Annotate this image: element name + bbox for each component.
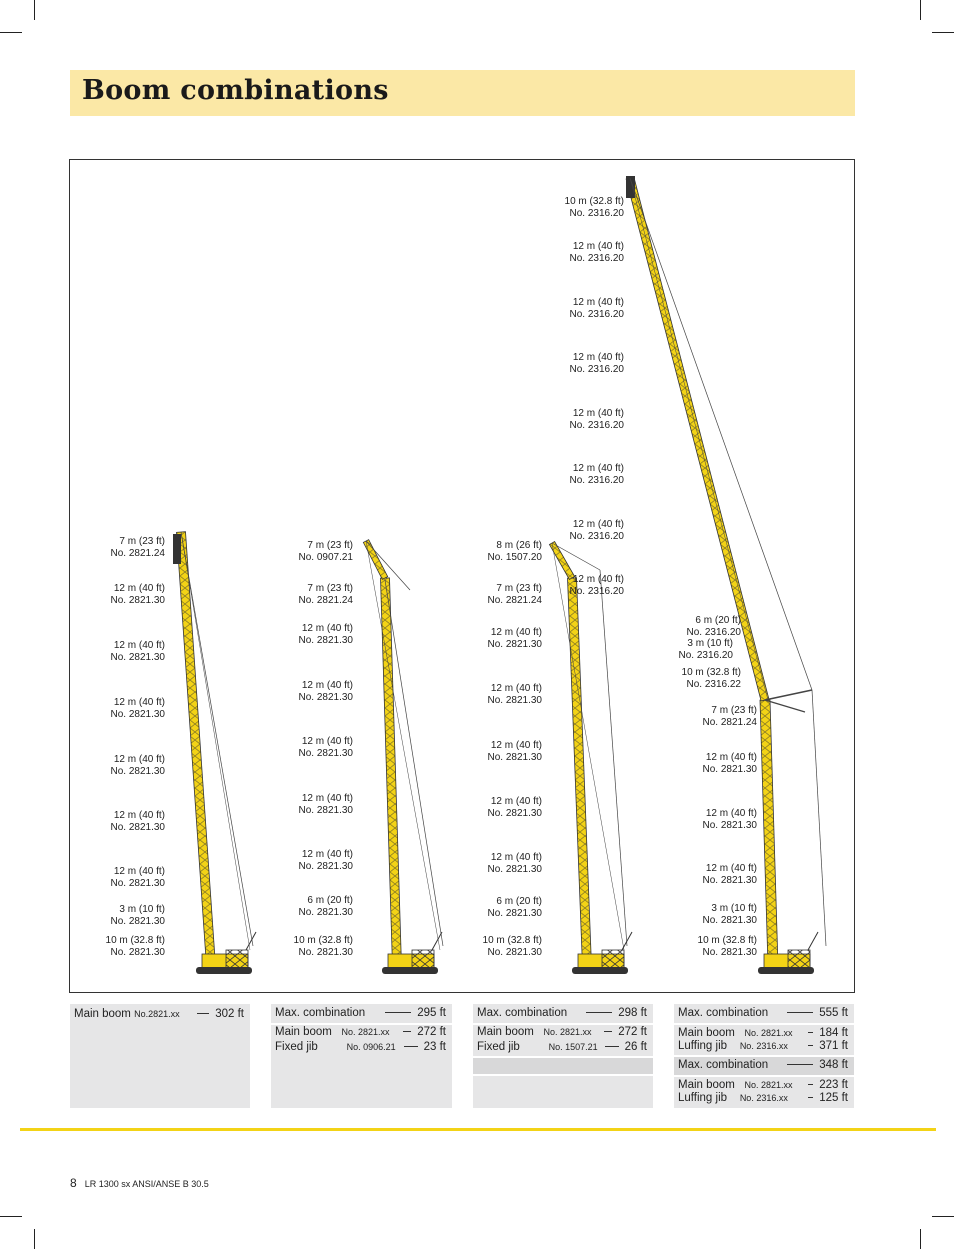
crane-2-main-boom-lattice xyxy=(381,578,402,966)
section-part-number: No. 2821.24 xyxy=(487,595,542,606)
section-part-number: No. 2821.30 xyxy=(110,652,165,663)
section-label xyxy=(488,796,543,820)
section-label xyxy=(570,519,625,543)
crane-2-base-crawler xyxy=(382,967,438,974)
section-length: 3 m (10 ft) xyxy=(711,903,757,914)
section-length: 12 m (40 ft) xyxy=(113,754,165,765)
spec-row xyxy=(477,1005,647,1021)
section-part-number: No. 2821.30 xyxy=(702,820,757,831)
section-label xyxy=(570,463,625,487)
crane-4-strut-a xyxy=(765,690,812,700)
crane-3-main-boom-lattice xyxy=(568,578,592,966)
section-length: 12 m (40 ft) xyxy=(490,683,542,694)
section-length: 6 m (20 ft) xyxy=(695,615,741,626)
section-label xyxy=(299,540,354,564)
spec-value: 125 ft xyxy=(819,1092,848,1104)
section-label xyxy=(483,935,542,959)
section-label xyxy=(679,638,734,662)
section-length: 12 m (40 ft) xyxy=(572,519,624,530)
section-length: 12 m (40 ft) xyxy=(490,627,542,638)
spec-label: Max. combination xyxy=(275,1007,366,1019)
section-label xyxy=(703,752,758,776)
spec-row xyxy=(678,1038,848,1054)
section-length: 12 m (40 ft) xyxy=(572,297,624,308)
section-label xyxy=(299,793,354,817)
spec-value: 184 ft xyxy=(819,1027,848,1039)
section-part-number: No. 2821.30 xyxy=(487,947,542,958)
section-part-number: No. 2821.30 xyxy=(487,695,542,706)
section-part-number: No. 1507.20 xyxy=(487,552,542,563)
section-label xyxy=(570,352,625,376)
page-number: 8 xyxy=(70,1176,77,1190)
section-length: 12 m (40 ft) xyxy=(301,736,353,747)
section-length: 10 m (32.8 ft) xyxy=(105,935,165,946)
section-length: 12 m (40 ft) xyxy=(705,752,757,763)
section-part-number: No. 2821.30 xyxy=(110,766,165,777)
section-length: 12 m (40 ft) xyxy=(705,808,757,819)
spec-label: Main boom xyxy=(477,1026,534,1038)
section-label xyxy=(570,297,625,321)
section-part-number: No. 2821.30 xyxy=(487,808,542,819)
spec-row xyxy=(678,1005,848,1021)
section-part-number: No. 2821.30 xyxy=(702,875,757,886)
section-part-number: No. 2821.24 xyxy=(702,717,757,728)
section-label xyxy=(488,852,543,876)
section-label xyxy=(111,640,166,664)
section-part-number: No. 2821.30 xyxy=(298,947,353,958)
section-part-number: No. 2821.30 xyxy=(702,915,757,926)
crane-1-head xyxy=(173,534,181,564)
spec-row xyxy=(275,1039,446,1055)
section-length: 10 m (32.8 ft) xyxy=(293,935,353,946)
section-label xyxy=(488,540,543,564)
crop-mark xyxy=(920,1229,921,1249)
section-label xyxy=(703,808,758,832)
spec-row xyxy=(678,1090,848,1106)
spec-value: 26 ft xyxy=(624,1041,647,1053)
section-label xyxy=(111,810,166,834)
section-label xyxy=(488,896,543,920)
section-length: 12 m (40 ft) xyxy=(572,574,624,585)
section-length: 6 m (20 ft) xyxy=(307,895,353,906)
spec-label: Main boom xyxy=(678,1027,735,1039)
spec-label: Main boom xyxy=(275,1026,332,1038)
section-length: 7 m (23 ft) xyxy=(307,540,353,551)
section-part-number: No. 2821.24 xyxy=(298,595,353,606)
section-label xyxy=(565,196,624,220)
section-label xyxy=(488,683,543,707)
section-label xyxy=(299,623,354,647)
section-label xyxy=(111,583,166,607)
crane-1-base-counterweight xyxy=(226,950,248,968)
crane-4-main-boom-lattice xyxy=(760,700,778,966)
section-part-number: No. 2821.30 xyxy=(487,639,542,650)
crane-2-base-counterweight xyxy=(412,950,434,968)
crane-4-base-mast xyxy=(808,932,818,950)
section-label xyxy=(299,680,354,704)
crane-3-base-counterweight xyxy=(602,950,624,968)
section-length: 3 m (10 ft) xyxy=(119,904,165,915)
spec-row xyxy=(275,1024,446,1040)
section-label xyxy=(698,935,757,959)
section-length: 6 m (20 ft) xyxy=(496,896,542,907)
spec-label: Main boom xyxy=(74,1008,131,1020)
section-length: 12 m (40 ft) xyxy=(572,241,624,252)
section-length: 12 m (40 ft) xyxy=(113,810,165,821)
section-part-number: No. 2821.30 xyxy=(702,947,757,958)
section-length: 12 m (40 ft) xyxy=(572,352,624,363)
spec-value: 298 ft xyxy=(618,1007,647,1019)
spec-part: No.2821.xx xyxy=(134,1009,180,1019)
spec-value: 223 ft xyxy=(819,1079,848,1091)
section-label xyxy=(570,408,625,432)
section-part-number: No. 2821.24 xyxy=(110,548,165,559)
spec-part: No. 2821.xx xyxy=(744,1028,793,1038)
spec-panel-fixed-jib-1507 xyxy=(473,1004,653,1108)
spec-panel-main-boom xyxy=(70,1004,250,1108)
crop-mark xyxy=(34,1229,35,1249)
section-length: 12 m (40 ft) xyxy=(301,680,353,691)
crop-mark xyxy=(0,1216,22,1217)
section-label xyxy=(299,736,354,760)
section-part-number: No. 2821.30 xyxy=(110,595,165,606)
spec-value: 302 ft xyxy=(215,1008,244,1020)
section-part-number: No. 2316.20 xyxy=(686,627,741,638)
crane-3-base-mast xyxy=(622,932,632,950)
section-part-number: No. 2821.30 xyxy=(487,864,542,875)
spec-panel-fixed-jib-0906 xyxy=(271,1004,452,1108)
section-label xyxy=(703,705,758,729)
section-length: 10 m (32.8 ft) xyxy=(697,935,757,946)
section-label xyxy=(111,536,166,560)
spec-label: Max. combination xyxy=(477,1007,568,1019)
crane-3-base-crawler xyxy=(572,967,628,974)
section-label xyxy=(299,583,354,607)
section-length: 12 m (40 ft) xyxy=(113,640,165,651)
section-part-number: No. 2316.20 xyxy=(569,309,624,320)
section-label xyxy=(570,241,625,265)
section-part-number: No. 2316.20 xyxy=(569,208,624,219)
section-part-number: No. 2821.30 xyxy=(298,635,353,646)
section-label xyxy=(111,866,166,890)
crop-mark xyxy=(932,1216,954,1217)
section-length: 8 m (26 ft) xyxy=(496,540,542,551)
section-length: 3 m (10 ft) xyxy=(687,638,733,649)
spec-value: 371 ft xyxy=(819,1040,848,1052)
section-part-number: No. 2316.20 xyxy=(569,253,624,264)
spec-row xyxy=(477,1039,647,1055)
section-part-number: No. 2316.20 xyxy=(569,586,624,597)
spec-row xyxy=(74,1006,244,1022)
section-label xyxy=(299,849,354,873)
section-part-number: No. 2821.30 xyxy=(298,861,353,872)
section-part-number: No. 2821.30 xyxy=(298,805,353,816)
spec-part: No. 2821.xx xyxy=(543,1027,592,1037)
section-part-number: No. 2821.30 xyxy=(110,878,165,889)
footer-text: LR 1300 sx ANSI/ANSE B 30.5 xyxy=(84,1179,209,1189)
section-length: 10 m (32.8 ft) xyxy=(564,196,624,207)
section-length: 10 m (32.8 ft) xyxy=(482,935,542,946)
spec-value: 272 ft xyxy=(417,1026,446,1038)
spec-value: 272 ft xyxy=(618,1026,647,1038)
section-label xyxy=(111,904,166,928)
section-label xyxy=(687,615,742,639)
section-part-number: No. 2821.30 xyxy=(298,692,353,703)
crane-2-guy-line xyxy=(366,541,440,950)
section-length: 12 m (40 ft) xyxy=(572,463,624,474)
spec-part: No. 2316.xx xyxy=(739,1041,788,1051)
section-label xyxy=(106,935,165,959)
crane-1-main-boom-lattice xyxy=(177,532,216,967)
spec-part: No. 2316.xx xyxy=(739,1093,788,1103)
spec-row xyxy=(477,1024,647,1040)
section-length: 7 m (23 ft) xyxy=(119,536,165,547)
section-part-number: No. 2821.30 xyxy=(110,709,165,720)
section-length: 7 m (23 ft) xyxy=(307,583,353,594)
section-part-number: No. 2821.30 xyxy=(298,907,353,918)
spec-panel-luffing-jib xyxy=(674,1004,854,1108)
section-part-number: No. 2316.20 xyxy=(569,364,624,375)
section-length: 12 m (40 ft) xyxy=(301,849,353,860)
spec-label: Max. combination xyxy=(678,1007,769,1019)
crane-4-back-pendant xyxy=(812,690,826,946)
spec-value: 23 ft xyxy=(423,1041,446,1053)
spec-part: No. 1507.21 xyxy=(548,1042,598,1052)
footer xyxy=(70,1176,209,1190)
section-label xyxy=(570,574,625,598)
section-part-number: No. 2316.20 xyxy=(569,531,624,542)
section-length: 12 m (40 ft) xyxy=(301,623,353,634)
section-length: 7 m (23 ft) xyxy=(496,583,542,594)
section-part-number: No. 2821.30 xyxy=(702,764,757,775)
section-length: 12 m (40 ft) xyxy=(113,697,165,708)
spec-label: Luffing jib xyxy=(678,1092,728,1104)
spec-label: Fixed jib xyxy=(275,1041,318,1053)
section-part-number: No. 2821.30 xyxy=(110,947,165,958)
spec-label: Max. combination xyxy=(678,1059,769,1071)
spec-value: 348 ft xyxy=(819,1059,848,1071)
section-length: 12 m (40 ft) xyxy=(572,408,624,419)
section-part-number: No. 2316.20 xyxy=(569,475,624,486)
crane-4-base-crawler xyxy=(758,967,814,974)
section-length: 7 m (23 ft) xyxy=(711,705,757,716)
section-label xyxy=(488,583,543,607)
section-part-number: No. 2821.30 xyxy=(298,748,353,759)
crane-1-base-crawler xyxy=(196,967,252,974)
footer-rule xyxy=(20,1128,936,1131)
spec-row xyxy=(678,1057,848,1073)
section-part-number: No. 2316.20 xyxy=(678,650,733,661)
spec-label: Fixed jib xyxy=(477,1041,520,1053)
section-label xyxy=(682,667,741,691)
spec-part: No. 0906.21 xyxy=(346,1042,396,1052)
section-part-number: No. 2821.30 xyxy=(487,752,542,763)
section-label xyxy=(111,697,166,721)
section-part-number: No. 0907.21 xyxy=(298,552,353,563)
section-length: 12 m (40 ft) xyxy=(705,863,757,874)
section-label xyxy=(488,740,543,764)
spec-value: 295 ft xyxy=(417,1007,446,1019)
section-label xyxy=(111,754,166,778)
section-label xyxy=(294,935,353,959)
section-part-number: No. 2316.22 xyxy=(686,679,741,690)
section-length: 10 m (32.8 ft) xyxy=(681,667,741,678)
section-part-number: No. 2821.30 xyxy=(487,908,542,919)
section-length: 12 m (40 ft) xyxy=(113,866,165,877)
section-length: 12 m (40 ft) xyxy=(490,796,542,807)
section-length: 12 m (40 ft) xyxy=(490,852,542,863)
section-label xyxy=(488,627,543,651)
section-part-number: No. 2821.30 xyxy=(110,822,165,833)
spec-part: No. 2821.xx xyxy=(744,1080,793,1090)
section-length: 12 m (40 ft) xyxy=(490,740,542,751)
crane-4-strut-b xyxy=(765,700,805,712)
section-label xyxy=(703,863,758,887)
spec-label: Luffing jib xyxy=(678,1040,728,1052)
section-label xyxy=(703,903,758,927)
spec-part: No. 2821.xx xyxy=(341,1027,390,1037)
crane-4-base-counterweight xyxy=(788,950,810,968)
spec-value: 555 ft xyxy=(819,1007,848,1019)
section-length: 12 m (40 ft) xyxy=(301,793,353,804)
spec-label: Main boom xyxy=(678,1079,735,1091)
section-part-number: No. 2821.30 xyxy=(110,916,165,927)
section-length: 12 m (40 ft) xyxy=(113,583,165,594)
spec-row xyxy=(275,1005,446,1021)
page-title: Boom combinations xyxy=(82,75,389,106)
section-label xyxy=(299,895,354,919)
crane-4-jib-pendant xyxy=(630,178,812,690)
section-part-number: No. 2316.20 xyxy=(569,420,624,431)
